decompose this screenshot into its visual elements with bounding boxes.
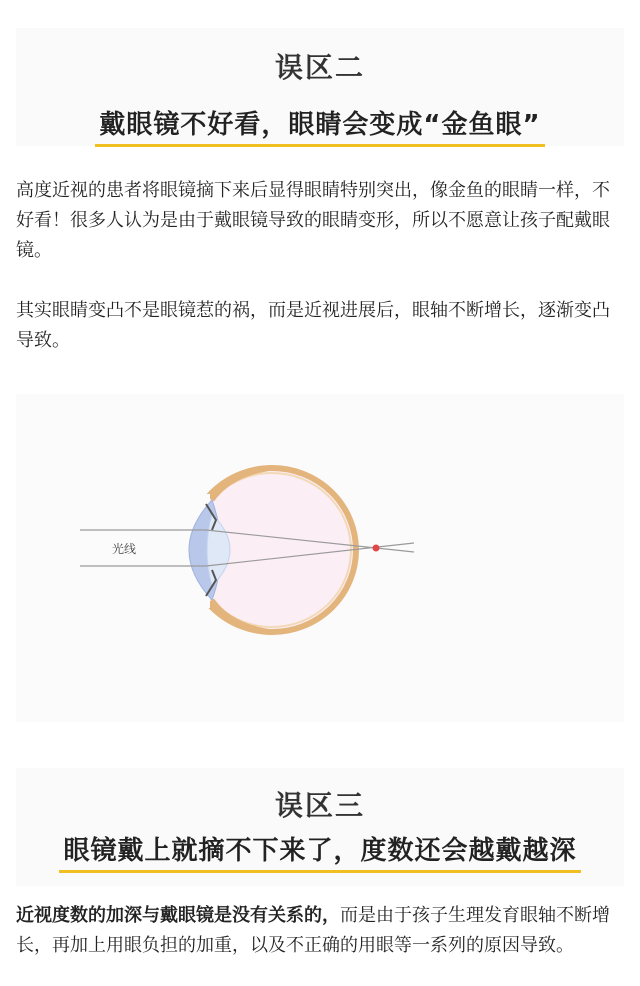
subtitle-underline [59, 870, 580, 873]
myopia-eye-diagram [16, 394, 624, 722]
focal-point [373, 545, 380, 552]
banner-subtitle-text: 戴眼镜不好看，眼睛会变成“金鱼眼” [99, 110, 541, 140]
paragraph-goldfish-eye: 高度近视的患者将眼镜摘下来后显得眼睛特别突出，像金鱼的眼睛一样，不好看！很多人认为是由于戴眼镜导致的眼睛变形，所以不愿意让孩子配戴眼镜。 [16, 180, 610, 261]
light-ray-label: 光线 [112, 542, 137, 556]
paragraph-myopia-progression [16, 901, 616, 961]
eye-diagram-svg [16, 394, 624, 722]
myth-two-banner [16, 28, 624, 146]
banner-subtitle [63, 830, 576, 867]
banner-subtitle [99, 104, 540, 141]
paragraph-bold-lead: 近视度数的加深与戴眼镜是没有关系的， [16, 905, 340, 926]
subtitle-underline [95, 144, 544, 147]
paragraph-body: 而是由于孩子生理发育眼轴不断增长，再加上用眼负担的加重，以及不正确的用眼等一系列的原因导致。 [16, 905, 610, 956]
banner-title: 误区二 [274, 51, 365, 84]
banner-title: 误区三 [274, 789, 365, 822]
paragraph-eye-bulge-cause: 其实眼睛变凸不是眼镜惹的祸，而是近视进展后，眼轴不断增长，逐渐变凸导致。 [16, 300, 610, 351]
banner-subtitle-text: 眼镜戴上就摘不下来了，度数还会越戴越深 [63, 836, 577, 866]
myth-three-banner [16, 768, 624, 886]
